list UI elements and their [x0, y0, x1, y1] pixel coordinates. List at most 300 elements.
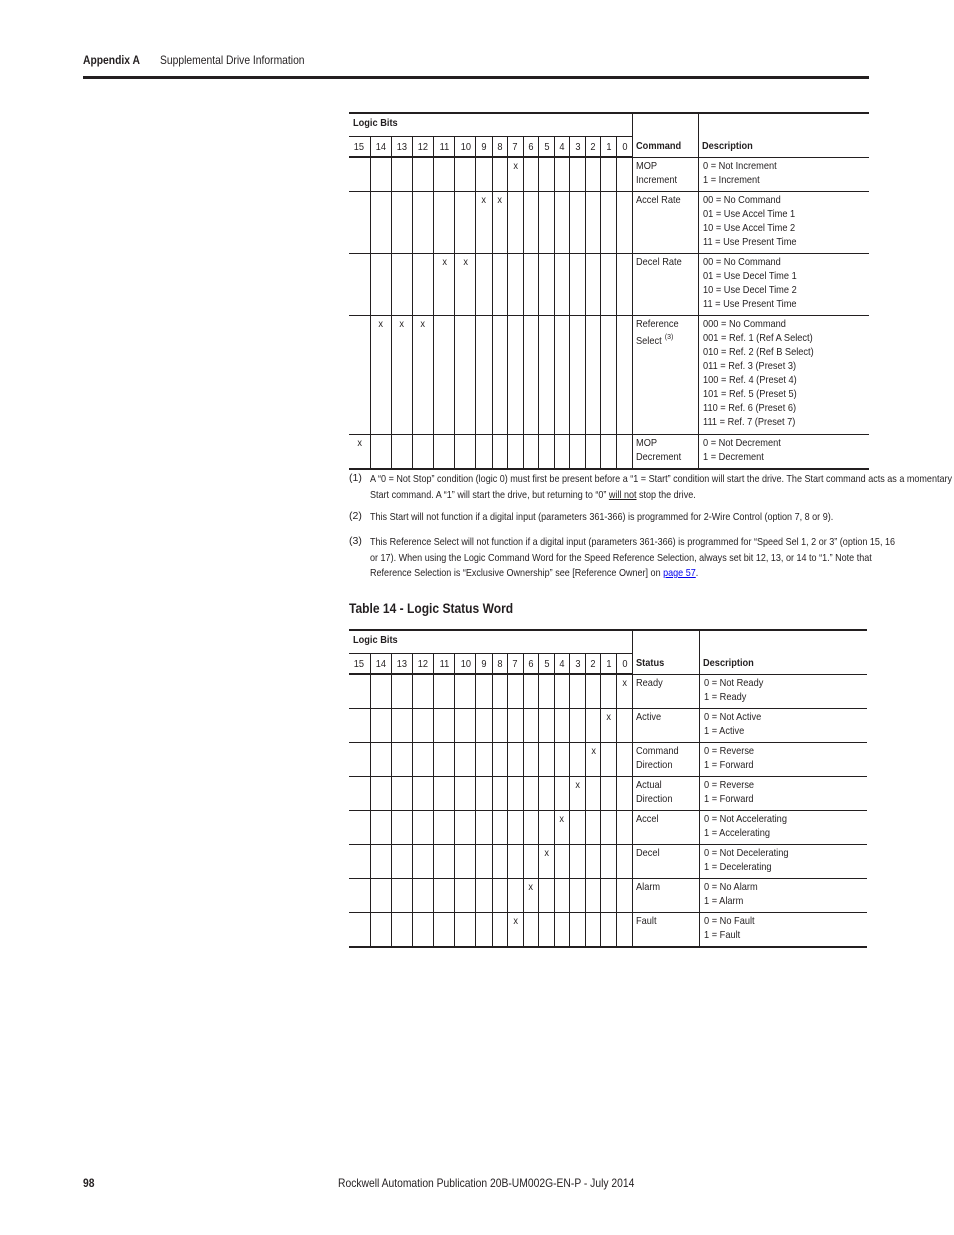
- bit-number: 6: [528, 140, 534, 153]
- command-cell: [632, 811, 700, 845]
- bit-cell: [523, 674, 538, 709]
- command-name: Accel: [635, 813, 659, 825]
- command-name: Select: [635, 334, 662, 347]
- bit-cell: [391, 192, 412, 254]
- command-cell: [632, 435, 699, 470]
- bit-cell: [507, 845, 523, 879]
- bit-cell: [455, 709, 476, 743]
- description-line: 1 = Decelerating: [704, 861, 772, 873]
- bit-cell: [391, 879, 412, 913]
- bit-cell: [434, 192, 455, 254]
- description-cell: [700, 811, 867, 845]
- description-cell: [699, 316, 869, 435]
- bit-cell: [507, 709, 523, 743]
- command-cell: [632, 879, 700, 913]
- bit-cell: [586, 674, 601, 709]
- bit-mark: x: [378, 318, 384, 330]
- bit-cell: [617, 254, 632, 316]
- description-line: 1 = Forward: [704, 759, 754, 771]
- command-name: Decel Rate: [635, 256, 682, 268]
- description-column-header: Description: [702, 139, 753, 152]
- command-name: Active: [635, 711, 661, 723]
- description-line: 1 = Fault: [704, 929, 741, 941]
- bit-cell: [391, 845, 412, 879]
- bit-cell: [391, 913, 412, 948]
- bit-cell: [391, 316, 412, 435]
- bit-cell: [476, 157, 492, 192]
- description-line: 111 = Ref. 7 (Preset 7): [703, 416, 796, 428]
- bit-cell: [370, 913, 391, 948]
- bit-cell: [349, 743, 370, 777]
- description-cell: [700, 674, 867, 709]
- command-name: MOP: [635, 159, 657, 172]
- bit-cell: [370, 845, 391, 879]
- command-column-header: Command: [635, 139, 681, 152]
- bit-cell: [476, 743, 492, 777]
- table-row: [349, 674, 867, 709]
- description-line: 0 = Not Ready: [704, 676, 764, 689]
- bit-cell: [349, 192, 370, 254]
- bit-number: 13: [396, 657, 408, 670]
- bit-number: 7: [512, 140, 518, 153]
- bit-cell: [370, 192, 391, 254]
- page-link[interactable]: page 57: [663, 567, 696, 579]
- bit-cell: [538, 743, 554, 777]
- section-title: Supplemental Drive Information: [160, 53, 305, 67]
- bit-cell: [492, 254, 507, 316]
- bit-cell: [455, 913, 476, 948]
- bit-cell: [586, 913, 601, 948]
- bit-cell: [586, 777, 601, 811]
- bit-cell: [554, 879, 569, 913]
- bit-cell: [523, 811, 538, 845]
- description-line: 1 = Alarm: [704, 895, 744, 907]
- bit-cell: [570, 777, 586, 811]
- bit-cell: [554, 192, 569, 254]
- bit-cell: [412, 743, 433, 777]
- description-line: 0 = Reverse: [704, 745, 755, 757]
- bit-cell: [538, 435, 554, 470]
- description-cell: [700, 709, 867, 743]
- bit-number: 2: [590, 657, 596, 670]
- bit-cell: [492, 913, 507, 948]
- description-line: 01 = Use Accel Time 1: [703, 208, 796, 220]
- bit-cell: [476, 254, 492, 316]
- bit-cell: [586, 435, 601, 470]
- bit-cell: [434, 811, 455, 845]
- bit-cell: [523, 435, 538, 470]
- command-name: Direction: [635, 759, 673, 771]
- bit-cell: [507, 811, 523, 845]
- command-cell: [632, 777, 700, 811]
- command-cell: [632, 913, 700, 948]
- bit-number: 15: [354, 657, 365, 670]
- bit-cell: [349, 777, 370, 811]
- bit-cell: [349, 811, 370, 845]
- bit-cell: [391, 435, 412, 470]
- bit-cell: [492, 845, 507, 879]
- bit-cell: [492, 879, 507, 913]
- bit-cell: [412, 777, 433, 811]
- bit-cell: [617, 811, 632, 845]
- bit-cell: [617, 316, 632, 435]
- bit-cell: [617, 743, 632, 777]
- description-line: 00 = No Command: [703, 256, 781, 268]
- description-line: 10 = Use Decel Time 2: [703, 284, 797, 296]
- bit-cell: [523, 192, 538, 254]
- table-row: [349, 192, 869, 254]
- command-cell: [632, 674, 700, 709]
- bit-number: 12: [417, 657, 429, 670]
- bit-cell: [617, 435, 632, 470]
- bit-number: 3: [575, 657, 581, 670]
- bit-cell: [434, 254, 455, 316]
- bit-cell: [434, 913, 455, 948]
- bit-cell: [434, 743, 455, 777]
- bit-number: 1: [606, 140, 612, 153]
- bit-cell: [523, 709, 538, 743]
- description-line: 01 = Use Decel Time 1: [703, 270, 797, 282]
- bit-cell: [601, 254, 617, 316]
- bit-number: 1: [606, 657, 612, 670]
- bit-cell: [523, 913, 538, 948]
- bit-cell: [507, 743, 523, 777]
- command-name: Increment: [635, 173, 677, 186]
- bit-cell: [507, 777, 523, 811]
- bit-cell: [586, 709, 601, 743]
- description-line: 00 = No Command: [703, 194, 781, 206]
- bit-cell: [570, 435, 586, 470]
- bit-cell: [492, 709, 507, 743]
- bit-cell: [434, 879, 455, 913]
- table-row: [349, 811, 867, 845]
- bit-cell: [570, 157, 586, 192]
- bit-cell: [586, 743, 601, 777]
- bit-cell: [617, 845, 632, 879]
- bit-cell: [554, 777, 569, 811]
- bit-mark: x: [590, 745, 596, 757]
- bit-cell: [617, 913, 632, 948]
- bit-cell: [570, 879, 586, 913]
- bit-cell: [554, 811, 569, 845]
- bit-cell: [455, 157, 476, 192]
- bit-cell: [554, 709, 569, 743]
- bit-cell: [538, 845, 554, 879]
- bit-cell: [507, 674, 523, 709]
- bit-number: 6: [528, 657, 534, 670]
- publication-info: Rockwell Automation Publication 20B-UM002G-EN-P - July 2014: [338, 1176, 635, 1190]
- bit-cell: [412, 192, 433, 254]
- bit-cell: [570, 192, 586, 254]
- description-line: 0 = Not Increment: [703, 159, 777, 172]
- bit-cell: [370, 879, 391, 913]
- bit-cell: [476, 709, 492, 743]
- bit-cell: [455, 777, 476, 811]
- bit-cell: [412, 811, 433, 845]
- bit-cell: [601, 845, 617, 879]
- bit-number: 5: [543, 657, 549, 670]
- bit-cell: [554, 743, 569, 777]
- bit-cell: [538, 316, 554, 435]
- bit-cell: [617, 674, 632, 709]
- bit-number: 5: [543, 140, 549, 153]
- description-column-header: Description: [703, 656, 754, 669]
- bit-cell: [601, 777, 617, 811]
- description-line: 0 = Reverse: [704, 779, 755, 791]
- bit-cell: [492, 435, 507, 470]
- logic-command-table: [349, 112, 869, 470]
- bit-cell: [476, 777, 492, 811]
- command-cell: [632, 192, 699, 254]
- bit-cell: [570, 845, 586, 879]
- bit-cell: [391, 743, 412, 777]
- bit-cell: [412, 254, 433, 316]
- bit-cell: [554, 913, 569, 948]
- bit-cell: [554, 845, 569, 879]
- command-name: Actual: [635, 779, 662, 791]
- bit-cell: [434, 674, 455, 709]
- bit-cell: [570, 254, 586, 316]
- bit-mark: x: [399, 318, 405, 330]
- description-line: 10 = Use Accel Time 2: [703, 222, 796, 234]
- bit-mark: x: [512, 160, 518, 172]
- bit-cell: [538, 811, 554, 845]
- bit-cell: [570, 709, 586, 743]
- table-header-row: [349, 630, 867, 654]
- bit-cell: [434, 845, 455, 879]
- bit-cell: [523, 845, 538, 879]
- bit-cell: [370, 254, 391, 316]
- command-name: Direction: [635, 793, 673, 805]
- bit-cell: [434, 316, 455, 435]
- bit-cell: [586, 811, 601, 845]
- description-line: 1 = Decrement: [703, 451, 764, 463]
- bit-cell: [476, 435, 492, 470]
- bit-cell: [538, 913, 554, 948]
- footnote-text: A “0 = Not Stop” condition (logic 0) must first be present before a “1 = Start” condition will start the drive. The Start command acts as a momentary: [370, 473, 953, 485]
- bit-mark: x: [544, 847, 549, 859]
- bit-cell: [507, 913, 523, 948]
- bit-cell: [455, 674, 476, 709]
- description-cell: [699, 192, 869, 254]
- bit-cell: [349, 316, 370, 435]
- bit-cell: [349, 157, 370, 192]
- bit-cell: [370, 743, 391, 777]
- bit-cell: [412, 709, 433, 743]
- bit-cell: [492, 192, 507, 254]
- table-header-row: [349, 113, 869, 137]
- bit-cell: [476, 879, 492, 913]
- bit-mark: x: [622, 677, 627, 689]
- bit-cell: [538, 674, 554, 709]
- description-line: 000 = No Command: [703, 318, 787, 330]
- command-name: Alarm: [635, 881, 660, 893]
- command-name: MOP: [635, 437, 657, 449]
- bit-number: 10: [460, 140, 471, 153]
- bit-cell: [349, 879, 370, 913]
- description-cell: [700, 743, 867, 777]
- bit-cell: [601, 709, 617, 743]
- description-line: 100 = Ref. 4 (Preset 4): [703, 374, 797, 386]
- command-name: Decrement: [635, 451, 681, 463]
- logic-status-table: [349, 629, 867, 948]
- bit-cell: [586, 845, 601, 879]
- description-cell: [699, 254, 869, 316]
- footnote-number: (3): [349, 535, 362, 547]
- bit-cell: [476, 674, 492, 709]
- bit-cell: [507, 879, 523, 913]
- bit-cell: [412, 845, 433, 879]
- bit-cell: [391, 777, 412, 811]
- bit-cell: [570, 743, 586, 777]
- bit-cell: [370, 435, 391, 470]
- bit-cell: [349, 709, 370, 743]
- bit-number: 11: [439, 140, 450, 153]
- command-cell: [632, 845, 700, 879]
- bit-cell: [370, 709, 391, 743]
- bit-cell: [554, 674, 569, 709]
- description-line: 0 = No Alarm: [704, 881, 758, 893]
- bit-cell: [507, 157, 523, 192]
- bit-cell: [349, 913, 370, 948]
- description-line: 0 = No Fault: [704, 915, 755, 927]
- bit-cell: [434, 777, 455, 811]
- bit-cell: [601, 435, 617, 470]
- bit-cell: [523, 743, 538, 777]
- bit-cell: [434, 157, 455, 192]
- bit-number: 7: [512, 657, 518, 670]
- bit-cell: [455, 435, 476, 470]
- command-cell: [632, 709, 700, 743]
- bit-number: 13: [396, 140, 408, 153]
- bit-mark: x: [559, 813, 565, 825]
- bit-cell: [586, 192, 601, 254]
- bit-cell: [370, 316, 391, 435]
- bit-mark: x: [420, 318, 426, 330]
- bit-cell: [391, 254, 412, 316]
- bit-cell: [617, 879, 632, 913]
- bit-cell: [523, 157, 538, 192]
- appendix-label: Appendix A: [83, 53, 140, 67]
- bit-cell: [601, 316, 617, 435]
- footnote-text: Reference Selection is “Exclusive Ownership” see [Reference Owner] on page 57.: [370, 567, 699, 579]
- bit-cell: [412, 879, 433, 913]
- command-name: Fault: [635, 915, 657, 927]
- bit-number: 14: [375, 657, 386, 670]
- bit-number: 4: [559, 657, 565, 670]
- bit-cell: [570, 811, 586, 845]
- bit-cell: [492, 316, 507, 435]
- description-line: 1 = Accelerating: [704, 827, 771, 839]
- description-line: 101 = Ref. 5 (Preset 5): [703, 388, 797, 400]
- bit-number: 0: [621, 657, 628, 670]
- bit-cell: [370, 157, 391, 192]
- bit-number: 11: [439, 657, 450, 670]
- bit-number: 10: [460, 657, 471, 670]
- footnote-text: or 17). When using the Logic Command Word for the Speed Reference Selection, always set bit 12, 13, or 14 to “1.” Note that: [370, 551, 872, 564]
- bit-cell: [586, 157, 601, 192]
- table-row: [349, 743, 867, 777]
- bit-cell: [523, 254, 538, 316]
- table-row: [349, 435, 869, 470]
- description-line: 1 = Ready: [704, 690, 747, 703]
- table-row: [349, 709, 867, 743]
- table-row: [349, 157, 869, 192]
- bit-mark: x: [481, 194, 487, 206]
- logic-bits-header: Logic Bits: [353, 117, 398, 129]
- bit-mark: x: [441, 256, 447, 268]
- bit-cell: [492, 157, 507, 192]
- description-line: 0 = Not Decelerating: [704, 847, 789, 859]
- bit-mark: x: [606, 711, 612, 723]
- bit-cell: [601, 879, 617, 913]
- bit-cell: [391, 811, 412, 845]
- bit-cell: [617, 777, 632, 811]
- bit-cell: [412, 674, 433, 709]
- bit-cell: [476, 913, 492, 948]
- bit-cell: [601, 811, 617, 845]
- bit-cell: [455, 845, 476, 879]
- bit-number: 15: [354, 140, 365, 153]
- bit-cell: [391, 157, 412, 192]
- bit-cell: [586, 254, 601, 316]
- bit-cell: [570, 674, 586, 709]
- bit-cell: [538, 879, 554, 913]
- command-name: Ready: [635, 676, 663, 689]
- description-line: 0 = Not Decrement: [703, 437, 781, 449]
- bit-cell: [538, 157, 554, 192]
- bit-cell: [554, 157, 569, 192]
- command-name: Accel Rate: [635, 194, 681, 206]
- bit-cell: [455, 254, 476, 316]
- bit-number: 14: [375, 140, 386, 153]
- bit-cell: [507, 254, 523, 316]
- bit-cell: [370, 811, 391, 845]
- bit-cell: [523, 777, 538, 811]
- description-line: 110 = Ref. 6 (Preset 6): [703, 402, 797, 414]
- bit-mark: x: [512, 915, 518, 927]
- bit-number: 12: [417, 140, 429, 153]
- bit-mark: x: [357, 437, 362, 449]
- bit-number: 0: [621, 140, 628, 153]
- bit-cell: [349, 674, 370, 709]
- bit-cell: [492, 777, 507, 811]
- bit-cell: [523, 879, 538, 913]
- bit-cell: [570, 316, 586, 435]
- command-column-header: Status: [635, 656, 664, 669]
- table-row: [349, 777, 867, 811]
- command-name: Reference: [635, 318, 679, 330]
- bit-cell: [370, 674, 391, 709]
- bit-mark: x: [497, 194, 502, 206]
- description-line: 1 = Active: [704, 725, 745, 737]
- bit-cell: [507, 316, 523, 435]
- description-line: 010 = Ref. 2 (Ref B Select): [703, 346, 814, 358]
- bit-cell: [570, 913, 586, 948]
- bit-cell: [349, 845, 370, 879]
- bit-cell: [412, 157, 433, 192]
- bit-cell: [617, 157, 632, 192]
- bit-cell: [492, 743, 507, 777]
- page-number: 98: [83, 1176, 95, 1190]
- bit-cell: [412, 435, 433, 470]
- bit-cell: [507, 435, 523, 470]
- table-row: [349, 316, 869, 435]
- bit-cell: [586, 316, 601, 435]
- bit-cell: [434, 435, 455, 470]
- footnote-text: This Start will not function if a digital input (parameters 361-366) is programmed for 2-Wire Control (option 7, 8 or 9).: [370, 511, 834, 523]
- bit-cell: [538, 777, 554, 811]
